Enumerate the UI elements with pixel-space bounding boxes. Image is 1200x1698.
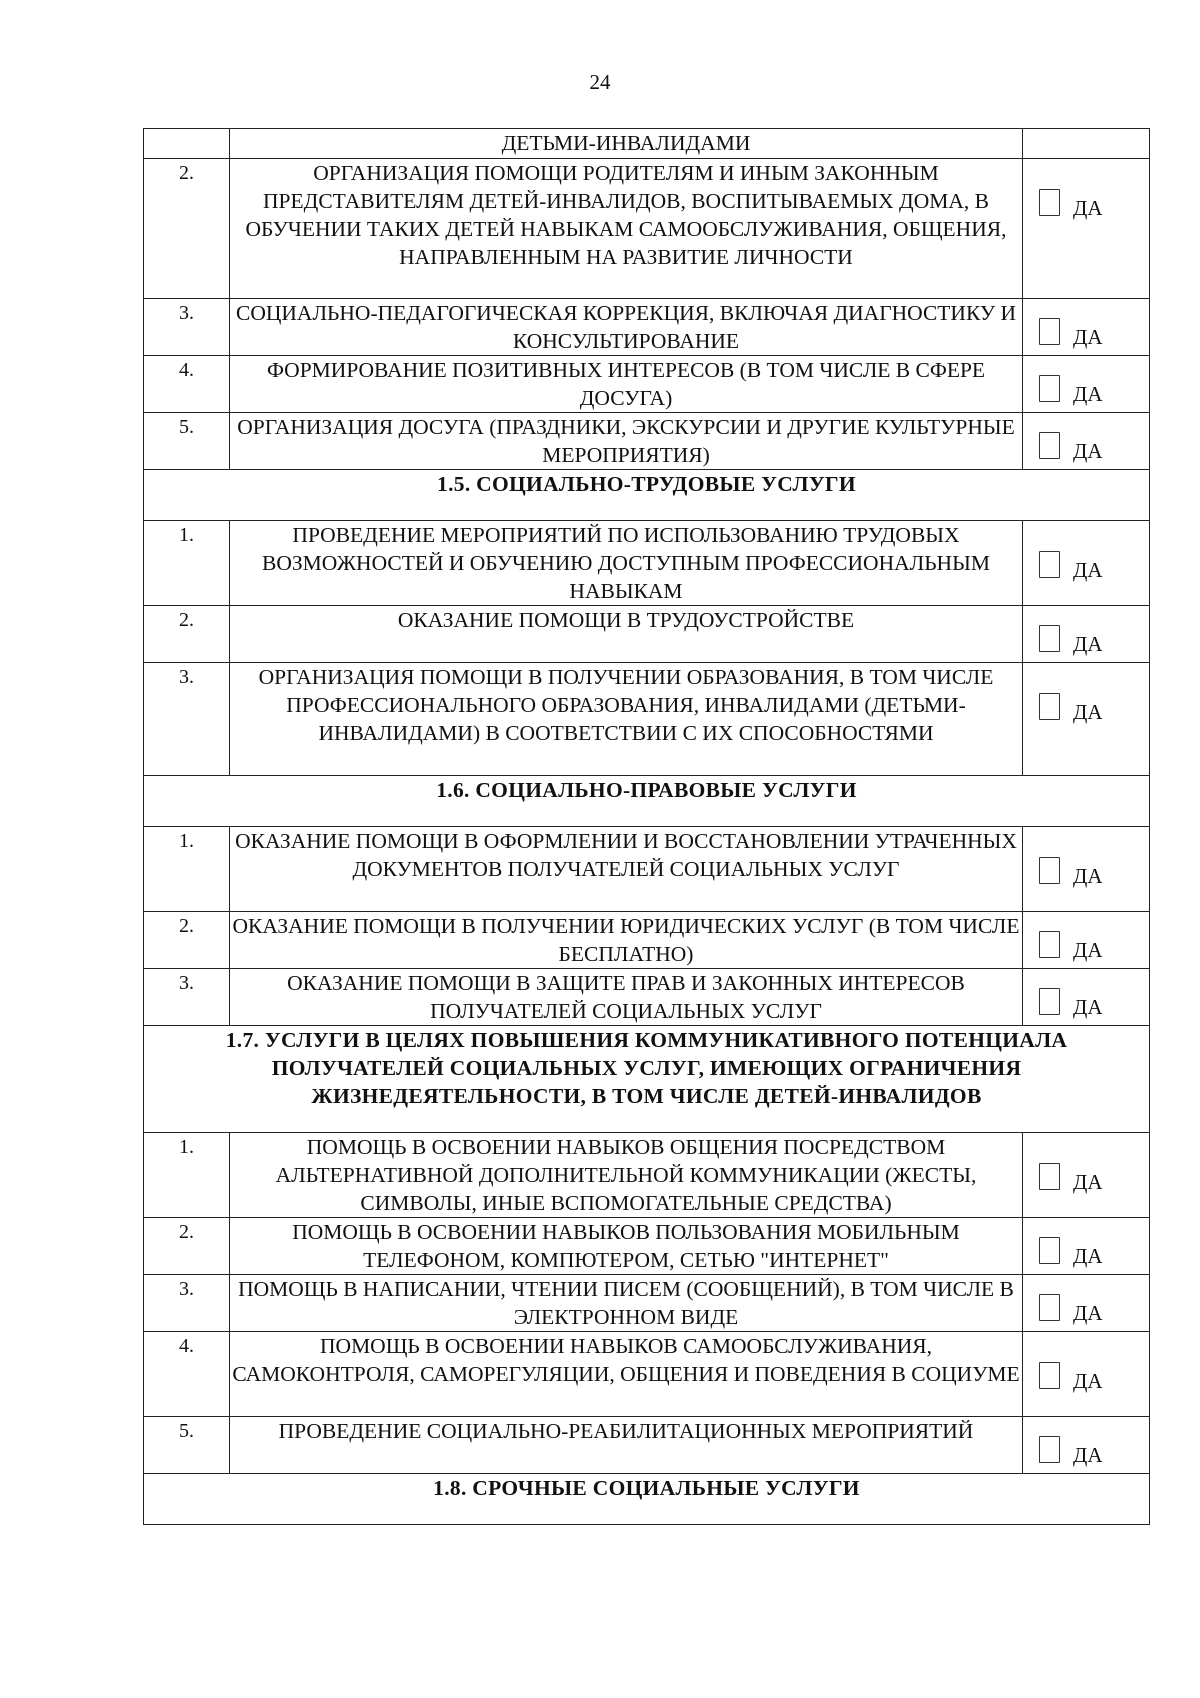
services-table xyxy=(143,128,1150,1525)
service-description: ОКАЗАНИЕ ПОМОЩИ В ТРУДОУСТРОЙСТВЕ xyxy=(230,606,1023,663)
row-number: 2. xyxy=(144,1218,230,1275)
yes-label: ДА xyxy=(1073,1301,1103,1325)
yes-checkbox[interactable] xyxy=(1039,1294,1060,1321)
yes-option[interactable] xyxy=(1039,988,1103,1019)
yes-option[interactable] xyxy=(1039,857,1103,888)
yes-option[interactable] xyxy=(1039,1237,1103,1268)
section-title: 1.8. СРОЧНЫЕ СОЦИАЛЬНЫЕ УСЛУГИ xyxy=(144,1474,1150,1525)
yes-label: ДА xyxy=(1073,632,1103,656)
service-description: ПОМОЩЬ В НАПИСАНИИ, ЧТЕНИИ ПИСЕМ (СООБЩЕНИЙ), В ТОМ ЧИСЛЕ В ЭЛЕКТРОННОМ ВИДЕ xyxy=(230,1275,1023,1332)
service-description: ОКАЗАНИЕ ПОМОЩИ В ПОЛУЧЕНИИ ЮРИДИЧЕСКИХ УСЛУГ (В ТОМ ЧИСЛЕ БЕСПЛАТНО) xyxy=(230,912,1023,969)
checkbox-cell xyxy=(1023,1218,1150,1275)
checkbox-cell xyxy=(1023,1133,1150,1218)
service-row xyxy=(144,606,1150,663)
service-row xyxy=(144,969,1150,1026)
yes-checkbox[interactable] xyxy=(1039,375,1060,402)
checkbox-cell xyxy=(1023,129,1150,159)
checkbox-cell xyxy=(1023,521,1150,606)
checkbox-cell xyxy=(1023,663,1150,776)
service-description: ОКАЗАНИЕ ПОМОЩИ В ОФОРМЛЕНИИ И ВОССТАНОВЛЕНИИ УТРАЧЕННЫХ ДОКУМЕНТОВ ПОЛУЧАТЕЛЕЙ СОЦИАЛЬНЫХ УСЛУГ xyxy=(230,827,1023,912)
yes-option[interactable] xyxy=(1039,1436,1103,1467)
service-description: ПОМОЩЬ В ОСВОЕНИИ НАВЫКОВ ОБЩЕНИЯ ПОСРЕДСТВОМ АЛЬТЕРНАТИВНОЙ ДОПОЛНИТЕЛЬНОЙ КОММУНИКАЦИИ (ЖЕСТЫ, СИМВОЛЫ, ИНЫЕ ВСПОМОГАТЕЛЬНЫЕ СРЕДСТВА) xyxy=(230,1133,1023,1218)
yes-checkbox[interactable] xyxy=(1039,1362,1060,1389)
section-title: 1.6. СОЦИАЛЬНО-ПРАВОВЫЕ УСЛУГИ xyxy=(144,776,1150,827)
yes-label: ДА xyxy=(1073,439,1103,463)
row-number: 2. xyxy=(144,606,230,663)
yes-checkbox[interactable] xyxy=(1039,1237,1060,1264)
yes-checkbox[interactable] xyxy=(1039,931,1060,958)
row-number: 3. xyxy=(144,969,230,1026)
service-row xyxy=(144,413,1150,470)
row-number: 1. xyxy=(144,521,230,606)
yes-option[interactable] xyxy=(1039,1362,1103,1393)
row-number: 1. xyxy=(144,1133,230,1218)
service-row xyxy=(144,663,1150,776)
yes-label: ДА xyxy=(1073,700,1103,724)
service-description: ОРГАНИЗАЦИЯ ДОСУГА (ПРАЗДНИКИ, ЭКСКУРСИИ И ДРУГИЕ КУЛЬТУРНЫЕ МЕРОПРИЯТИЯ) xyxy=(230,413,1023,470)
service-description: ОРГАНИЗАЦИЯ ПОМОЩИ В ПОЛУЧЕНИИ ОБРАЗОВАНИЯ, В ТОМ ЧИСЛЕ ПРОФЕССИОНАЛЬНОГО ОБРАЗОВАНИЯ, ИНВАЛИДАМИ (ДЕТЬМИ-ИНВАЛИДАМИ) В СООТВЕТСТВИИ С ИХ СПОСОБНОСТЯМИ xyxy=(230,663,1023,776)
section-header-row xyxy=(144,1026,1150,1133)
yes-option[interactable] xyxy=(1039,189,1103,220)
yes-option[interactable] xyxy=(1039,1294,1103,1325)
service-row xyxy=(144,912,1150,969)
section-header-row xyxy=(144,470,1150,521)
service-description: ОРГАНИЗАЦИЯ ПОМОЩИ РОДИТЕЛЯМ И ИНЫМ ЗАКОННЫМ ПРЕДСТАВИТЕЛЯМ ДЕТЕЙ-ИНВАЛИДОВ, ВОСПИТЫВАЕМЫХ ДОМА, В ОБУЧЕНИИ ТАКИХ ДЕТЕЙ НАВЫКАМ САМООБСЛУЖИВАНИЯ, ОБЩЕНИЯ, НАПРАВЛЕННЫМ НА РАЗВИТИЕ ЛИЧНОСТИ xyxy=(230,159,1023,299)
section-title: 1.7. УСЛУГИ В ЦЕЛЯХ ПОВЫШЕНИЯ КОММУНИКАТИВНОГО ПОТЕНЦИАЛА ПОЛУЧАТЕЛЕЙ СОЦИАЛЬНЫХ УСЛУГ, ИМЕЮЩИХ ОГРАНИЧЕНИЯ ЖИЗНЕДЕЯТЕЛЬНОСТИ, В ТОМ ЧИСЛЕ ДЕТЕЙ-ИНВАЛИДОВ xyxy=(144,1026,1150,1133)
section-title: 1.5. СОЦИАЛЬНО-ТРУДОВЫЕ УСЛУГИ xyxy=(144,470,1150,521)
row-number: 3. xyxy=(144,299,230,356)
service-row xyxy=(144,1417,1150,1474)
row-number: 5. xyxy=(144,413,230,470)
service-row xyxy=(144,1275,1150,1332)
yes-option[interactable] xyxy=(1039,375,1103,406)
services-table-body xyxy=(144,129,1150,1525)
checkbox-cell xyxy=(1023,606,1150,663)
yes-label: ДА xyxy=(1073,995,1103,1019)
section-header-row xyxy=(144,776,1150,827)
checkbox-cell xyxy=(1023,1332,1150,1417)
yes-label: ДА xyxy=(1073,558,1103,582)
section-header-row xyxy=(144,1474,1150,1525)
yes-checkbox[interactable] xyxy=(1039,988,1060,1015)
row-number: 2. xyxy=(144,912,230,969)
checkbox-cell xyxy=(1023,827,1150,912)
checkbox-cell xyxy=(1023,1275,1150,1332)
yes-label: ДА xyxy=(1073,864,1103,888)
service-description: СОЦИАЛЬНО-ПЕДАГОГИЧЕСКАЯ КОРРЕКЦИЯ, ВКЛЮЧАЯ ДИАГНОСТИКУ И КОНСУЛЬТИРОВАНИЕ xyxy=(230,299,1023,356)
yes-checkbox[interactable] xyxy=(1039,551,1060,578)
row-number: 5. xyxy=(144,1417,230,1474)
service-row xyxy=(144,356,1150,413)
service-description: ПОМОЩЬ В ОСВОЕНИИ НАВЫКОВ САМООБСЛУЖИВАНИЯ, САМОКОНТРОЛЯ, САМОРЕГУЛЯЦИИ, ОБЩЕНИЯ И ПОВЕДЕНИЯ В СОЦИУМЕ xyxy=(230,1332,1023,1417)
page-number: 24 xyxy=(589,70,611,94)
service-description: ОКАЗАНИЕ ПОМОЩИ В ЗАЩИТЕ ПРАВ И ЗАКОННЫХ ИНТЕРЕСОВ ПОЛУЧАТЕЛЕЙ СОЦИАЛЬНЫХ УСЛУГ xyxy=(230,969,1023,1026)
service-row xyxy=(144,1332,1150,1417)
yes-label: ДА xyxy=(1073,382,1103,406)
service-row xyxy=(144,159,1150,299)
checkbox-cell xyxy=(1023,413,1150,470)
service-row xyxy=(144,521,1150,606)
checkbox-cell xyxy=(1023,912,1150,969)
service-description: ФОРМИРОВАНИЕ ПОЗИТИВНЫХ ИНТЕРЕСОВ (В ТОМ ЧИСЛЕ В СФЕРЕ ДОСУГА) xyxy=(230,356,1023,413)
checkbox-cell xyxy=(1023,1417,1150,1474)
yes-option[interactable] xyxy=(1039,551,1103,582)
service-description: ПРОВЕДЕНИЕ МЕРОПРИЯТИЙ ПО ИСПОЛЬЗОВАНИЮ ТРУДОВЫХ ВОЗМОЖНОСТЕЙ И ОБУЧЕНИЮ ДОСТУПНЫМ ПРОФЕССИОНАЛЬНЫМ НАВЫКАМ xyxy=(230,521,1023,606)
service-row xyxy=(144,1133,1150,1218)
yes-label: ДА xyxy=(1073,1369,1103,1393)
service-row xyxy=(144,827,1150,912)
row-number: 3. xyxy=(144,1275,230,1332)
service-row xyxy=(144,129,1150,159)
row-number xyxy=(144,129,230,159)
yes-option[interactable] xyxy=(1039,931,1103,962)
yes-label: ДА xyxy=(1073,1244,1103,1268)
checkbox-cell xyxy=(1023,969,1150,1026)
yes-checkbox[interactable] xyxy=(1039,625,1060,652)
service-row xyxy=(144,1218,1150,1275)
yes-checkbox[interactable] xyxy=(1039,318,1060,345)
yes-label: ДА xyxy=(1073,938,1103,962)
yes-checkbox[interactable] xyxy=(1039,432,1060,459)
checkbox-cell xyxy=(1023,299,1150,356)
yes-option[interactable] xyxy=(1039,625,1103,656)
yes-checkbox[interactable] xyxy=(1039,857,1060,884)
service-description: ПОМОЩЬ В ОСВОЕНИИ НАВЫКОВ ПОЛЬЗОВАНИЯ МОБИЛЬНЫМ ТЕЛЕФОНОМ, КОМПЮТЕРОМ, СЕТЬЮ "ИНТЕРНЕТ" xyxy=(230,1218,1023,1275)
yes-checkbox[interactable] xyxy=(1039,189,1060,216)
row-number: 3. xyxy=(144,663,230,776)
yes-option[interactable] xyxy=(1039,318,1103,349)
service-row xyxy=(144,299,1150,356)
yes-checkbox[interactable] xyxy=(1039,693,1060,720)
checkbox-cell xyxy=(1023,356,1150,413)
yes-option[interactable] xyxy=(1039,432,1103,463)
yes-label: ДА xyxy=(1073,325,1103,349)
yes-label: ДА xyxy=(1073,196,1103,220)
yes-checkbox[interactable] xyxy=(1039,1163,1060,1190)
service-description: ДЕТЬМИ-ИНВАЛИДАМИ xyxy=(230,129,1023,159)
yes-option[interactable] xyxy=(1039,693,1103,724)
row-number: 4. xyxy=(144,1332,230,1417)
row-number: 4. xyxy=(144,356,230,413)
row-number: 2. xyxy=(144,159,230,299)
yes-option[interactable] xyxy=(1039,1163,1103,1194)
yes-label: ДА xyxy=(1073,1443,1103,1467)
row-number: 1. xyxy=(144,827,230,912)
yes-label: ДА xyxy=(1073,1170,1103,1194)
checkbox-cell xyxy=(1023,159,1150,299)
service-description: ПРОВЕДЕНИЕ СОЦИАЛЬНО-РЕАБИЛИТАЦИОННЫХ МЕРОПРИЯТИЙ xyxy=(230,1417,1023,1474)
yes-checkbox[interactable] xyxy=(1039,1436,1060,1463)
